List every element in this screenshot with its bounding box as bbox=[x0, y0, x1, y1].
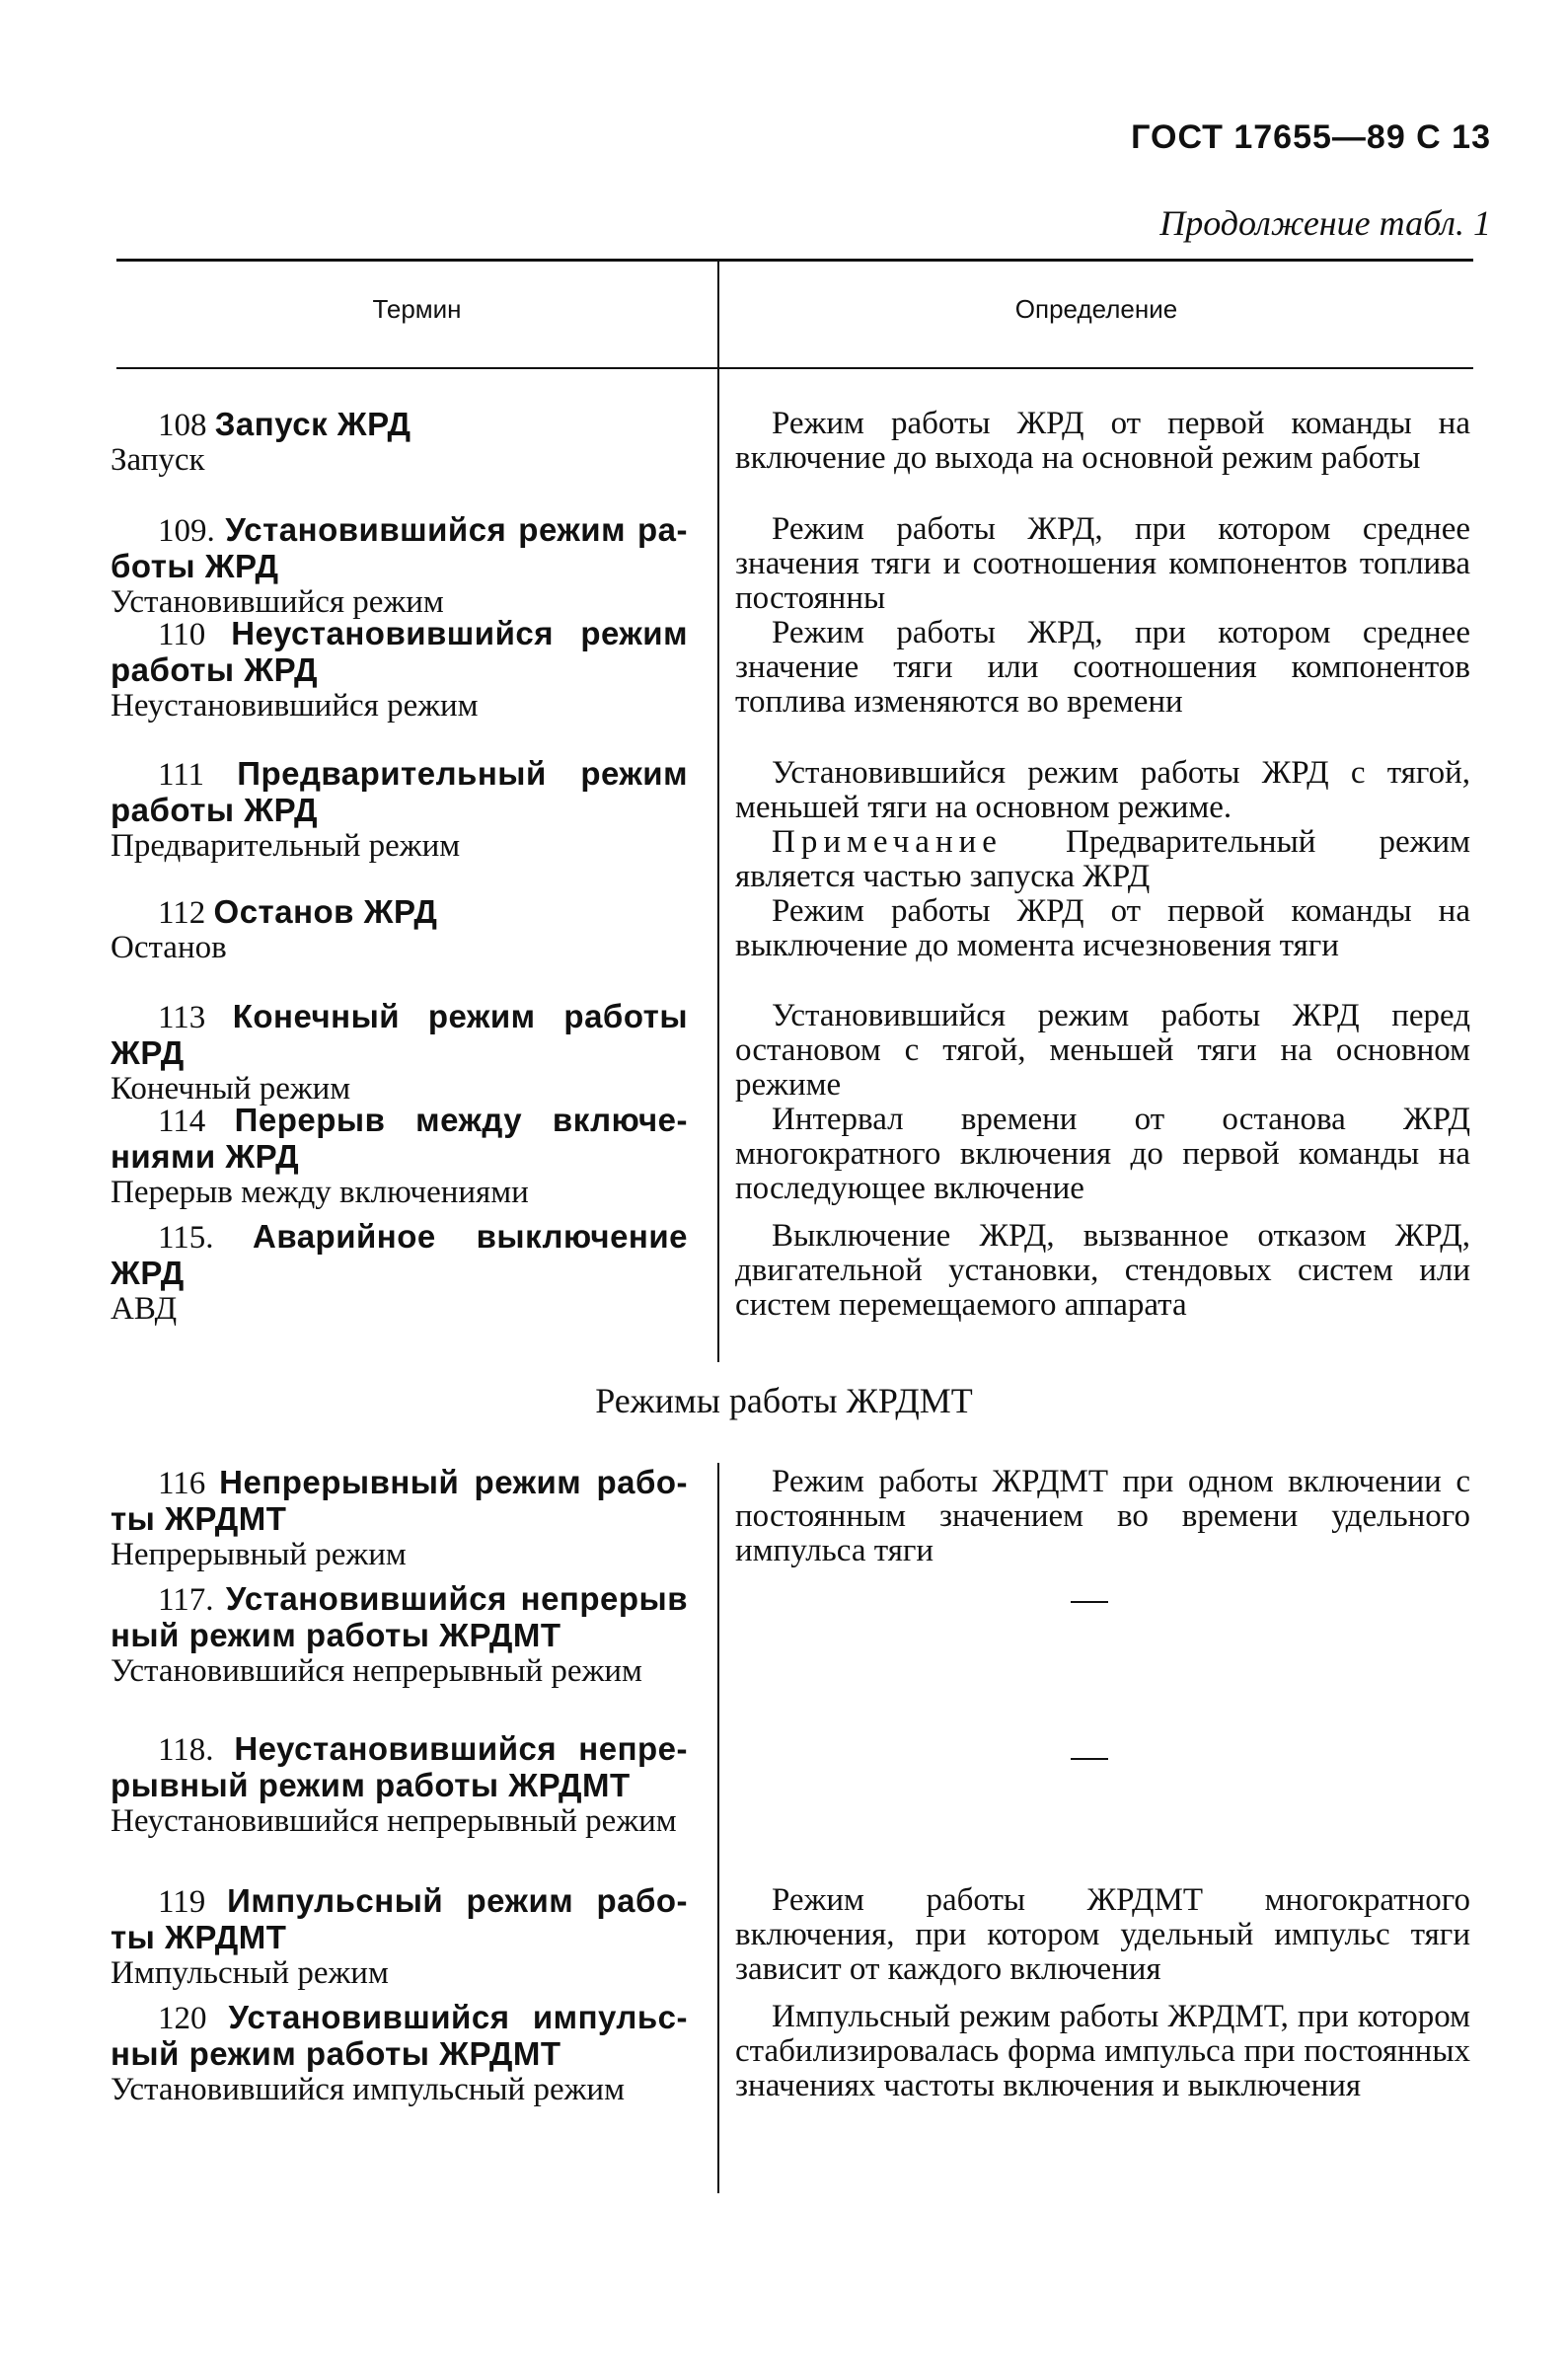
term-entry-116 bbox=[111, 1465, 688, 1572]
term-title: Неустановившийся непре- bbox=[234, 1730, 689, 1767]
term-entry-109 bbox=[111, 512, 688, 620]
term-title: Импульсный режим рабо- bbox=[227, 1882, 688, 1919]
term-short-form: Установившийся непрерывный режим bbox=[111, 1653, 642, 1689]
term-number: 118. bbox=[158, 1732, 214, 1768]
term-short-form: Останов bbox=[111, 930, 227, 965]
term-title: Неустановившийся режим bbox=[231, 615, 688, 651]
term-number: 120 bbox=[158, 2001, 207, 2036]
term-title: Останов ЖРД bbox=[213, 893, 438, 930]
definition-entry-111: Установившийся режим работы ЖРД с тягой, меньшей тяги на основном режиме. Примечание Предварительный режим является частью запуска ЖРД bbox=[735, 755, 1470, 894]
term-title: Конечный режим работы bbox=[232, 998, 688, 1034]
definition-entry-115: Выключение ЖРД, вызванное отказом ЖРД, двигательной установки, стендовых систем или систем перемещаемого аппарата bbox=[735, 1218, 1470, 1323]
term-entry-115 bbox=[111, 1219, 688, 1327]
definition-entry-110: Режим работы ЖРД, при котором среднее значение тяги или соотношения компонентов топлива изменяются во времени bbox=[735, 615, 1470, 720]
term-number: 113 bbox=[158, 1000, 206, 1035]
term-title-continued: ный режим работы ЖРДМТ bbox=[111, 1617, 561, 1653]
term-short-form: Перерыв между включениями bbox=[111, 1175, 529, 1210]
term-entry-108 bbox=[111, 407, 688, 478]
definition-entry-119: Режим работы ЖРДМТ многократного включения, при котором удельный импульс тяги зависит от каждого включения bbox=[735, 1882, 1470, 1987]
term-entry-111 bbox=[111, 756, 688, 864]
definition-entry-109: Режим работы ЖРД, при котором среднее значения тяги и соотношения компонентов топлива постоянны bbox=[735, 511, 1470, 616]
term-short-form: Неустановившийся непрерывный режим bbox=[111, 1803, 677, 1839]
column-header-definition: Определение bbox=[1014, 294, 1178, 324]
term-number: 112 bbox=[158, 895, 206, 931]
term-number: 111 bbox=[158, 757, 205, 793]
term-title-continued: ты ЖРДМТ bbox=[111, 1500, 287, 1537]
term-short-form: АВД bbox=[111, 1291, 178, 1327]
empty-definition-dash bbox=[1071, 1601, 1108, 1603]
term-entry-117 bbox=[111, 1581, 688, 1689]
term-title-continued: ный режим работы ЖРДМТ bbox=[111, 2035, 561, 2072]
term-entry-118 bbox=[111, 1731, 688, 1839]
term-entry-113 bbox=[111, 999, 688, 1106]
term-short-form: Неустановившийся режим bbox=[111, 688, 479, 724]
term-title: Перерыв между включе- bbox=[234, 1102, 689, 1138]
term-title-continued: боты ЖРД bbox=[111, 548, 279, 584]
term-title-continued: ты ЖРДМТ bbox=[111, 1919, 287, 1955]
column-header-term: Термин bbox=[372, 294, 462, 324]
empty-definition-dash bbox=[1071, 1758, 1108, 1760]
definition-entry-108: Режим работы ЖРД от первой команды на включение до выхода на основной режим работы bbox=[735, 406, 1470, 476]
term-title-continued: рывный режим работы ЖРДМТ bbox=[111, 1767, 631, 1803]
term-short-form: Конечный режим bbox=[111, 1071, 351, 1106]
term-entry-114 bbox=[111, 1103, 688, 1210]
term-title: Аварийное выключение bbox=[253, 1218, 688, 1255]
term-number: 115. bbox=[158, 1220, 214, 1256]
term-short-form: Импульсный режим bbox=[111, 1955, 389, 1991]
term-short-form: Установившийся импульсный режим bbox=[111, 2072, 625, 2107]
term-number: 117. bbox=[158, 1582, 214, 1618]
section-heading: Режимы работы ЖРДМТ bbox=[595, 1381, 973, 1420]
term-entry-119 bbox=[111, 1883, 688, 1991]
term-entry-120 bbox=[111, 2000, 688, 2107]
term-title: Установившийся импульс- bbox=[228, 1999, 689, 2035]
term-title-continued: ниями ЖРД bbox=[111, 1138, 300, 1175]
term-title: Установившийся непрерыв bbox=[225, 1580, 689, 1617]
term-number: 119 bbox=[158, 1884, 206, 1920]
term-short-form: Установившийся режим bbox=[111, 584, 444, 620]
term-title-continued: работы ЖРД bbox=[111, 792, 319, 828]
term-number: 114 bbox=[158, 1104, 206, 1139]
column-divider-upper bbox=[717, 259, 719, 1362]
term-entry-110 bbox=[111, 616, 688, 724]
term-title: Предварительный режим bbox=[237, 755, 688, 792]
term-short-form: Запуск bbox=[111, 442, 205, 478]
gost-page-header: ГОСТ 17655—89 С 13 bbox=[1131, 118, 1491, 156]
term-number: 108 bbox=[158, 408, 207, 443]
term-number: 109. bbox=[158, 513, 215, 549]
term-title-continued: работы ЖРД bbox=[111, 651, 319, 688]
note-label: Примечание bbox=[772, 824, 1003, 860]
definition-entry-116: Режим работы ЖРДМТ при одном включении с постоянным значением во времени удельного импульса тяги bbox=[735, 1464, 1470, 1568]
definition-entry-113: Установившийся режим работы ЖРД перед остановом с тягой, меньшей тяги на основном режиме bbox=[735, 998, 1470, 1103]
term-title: Установившийся режим ра- bbox=[225, 511, 688, 548]
term-title: Запуск ЖРД bbox=[214, 406, 411, 442]
term-short-form: Непрерывный режим bbox=[111, 1537, 407, 1572]
table-top-rule bbox=[116, 259, 1473, 262]
term-title-continued: ЖРД bbox=[111, 1255, 185, 1291]
definition-entry-112: Режим работы ЖРД от первой команды на выключение до момента исчезновения тяги bbox=[735, 893, 1470, 963]
term-short-form: Предварительный режим bbox=[111, 828, 461, 864]
definition-entry-120: Импульсный режим работы ЖРДМТ, при котором стабилизировалась форма импульса при постоянных значениях частоты включения и выключения bbox=[735, 1999, 1470, 2103]
note-text: Предварительный режим является частью запуска ЖРД bbox=[735, 824, 1470, 894]
term-number: 116 bbox=[158, 1466, 206, 1501]
column-divider-lower bbox=[717, 1463, 719, 2193]
definition-entry-114: Интервал времени от останова ЖРД многократного включения до первой команды на последующее включение bbox=[735, 1102, 1470, 1206]
term-entry-112 bbox=[111, 894, 688, 965]
term-number: 110 bbox=[158, 617, 206, 652]
table-header-rule bbox=[116, 367, 1473, 369]
table-caption: Продолжение табл. 1 bbox=[1159, 203, 1491, 243]
term-title: Непрерывный режим рабо- bbox=[219, 1464, 689, 1500]
term-title-continued: ЖРД bbox=[111, 1034, 185, 1071]
